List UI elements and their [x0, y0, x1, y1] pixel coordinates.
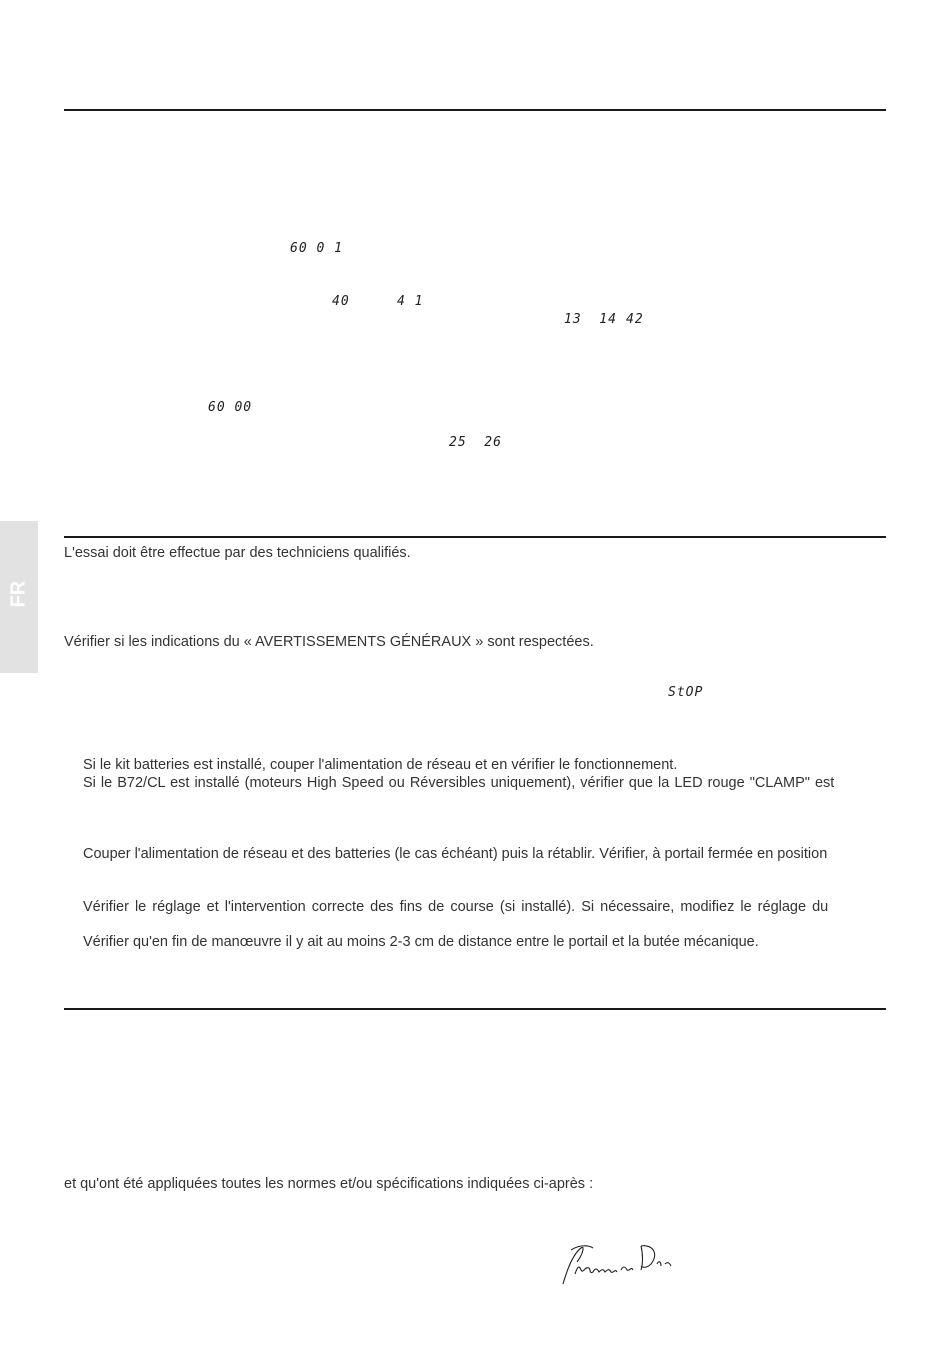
- lcd-code-25-26: 25 26: [449, 435, 502, 450]
- qualified-technicians-note: L'essai doit être effectue par des techniciens qualifiés.: [64, 545, 411, 561]
- test-section-divider: [64, 536, 886, 538]
- lcd-code-41: 4 1: [397, 294, 424, 309]
- signature-image: [553, 1240, 675, 1290]
- lcd-code-stop: StOP: [668, 685, 704, 700]
- standards-applied-text: et qu'ont été appliquées toutes les normes et/ou spécifications indiquées ci-après :: [64, 1176, 594, 1192]
- general-warnings-check: Vérifier si les indications du « AVERTISSEMENTS GÉNÉRAUX » sont respectées.: [64, 634, 594, 650]
- language-side-tab: [0, 521, 38, 673]
- gap-distance-check: Vérifier qu'en fin de manœuvre il y ait au moins 2-3 cm de distance entre le portail et la butée mécanique.: [83, 934, 759, 950]
- lcd-code-13-14: 13 14: [564, 312, 617, 327]
- battery-kit-check: Si le kit batteries est installé, couper l'alimentation de réseau et en vérifier le fonctionnement.: [83, 757, 678, 773]
- limit-switch-check: Vérifier le réglage et l'intervention correcte des fins de course (si installé). Si nécessaire, modifiez le réglage du: [83, 899, 829, 915]
- lcd-code-40: 40: [332, 294, 350, 309]
- power-cut-check: Couper l'alimentation de réseau et des batteries (le cas échéant) puis la rétablir. Vérifier, à portail fermée en position: [83, 846, 828, 862]
- lcd-code-6001: 60 0 1: [290, 241, 343, 256]
- lcd-code-42: 42: [626, 312, 644, 327]
- declaration-section-divider: [64, 1008, 886, 1010]
- language-label: FR: [7, 580, 30, 608]
- lcd-code-6000: 60 00: [208, 400, 253, 415]
- top-divider: [64, 109, 886, 111]
- b72-clamp-check: Si le B72/CL est installé (moteurs High Speed ou Réversibles uniquement), vérifier que la LED rouge "CLAMP" est: [83, 775, 835, 791]
